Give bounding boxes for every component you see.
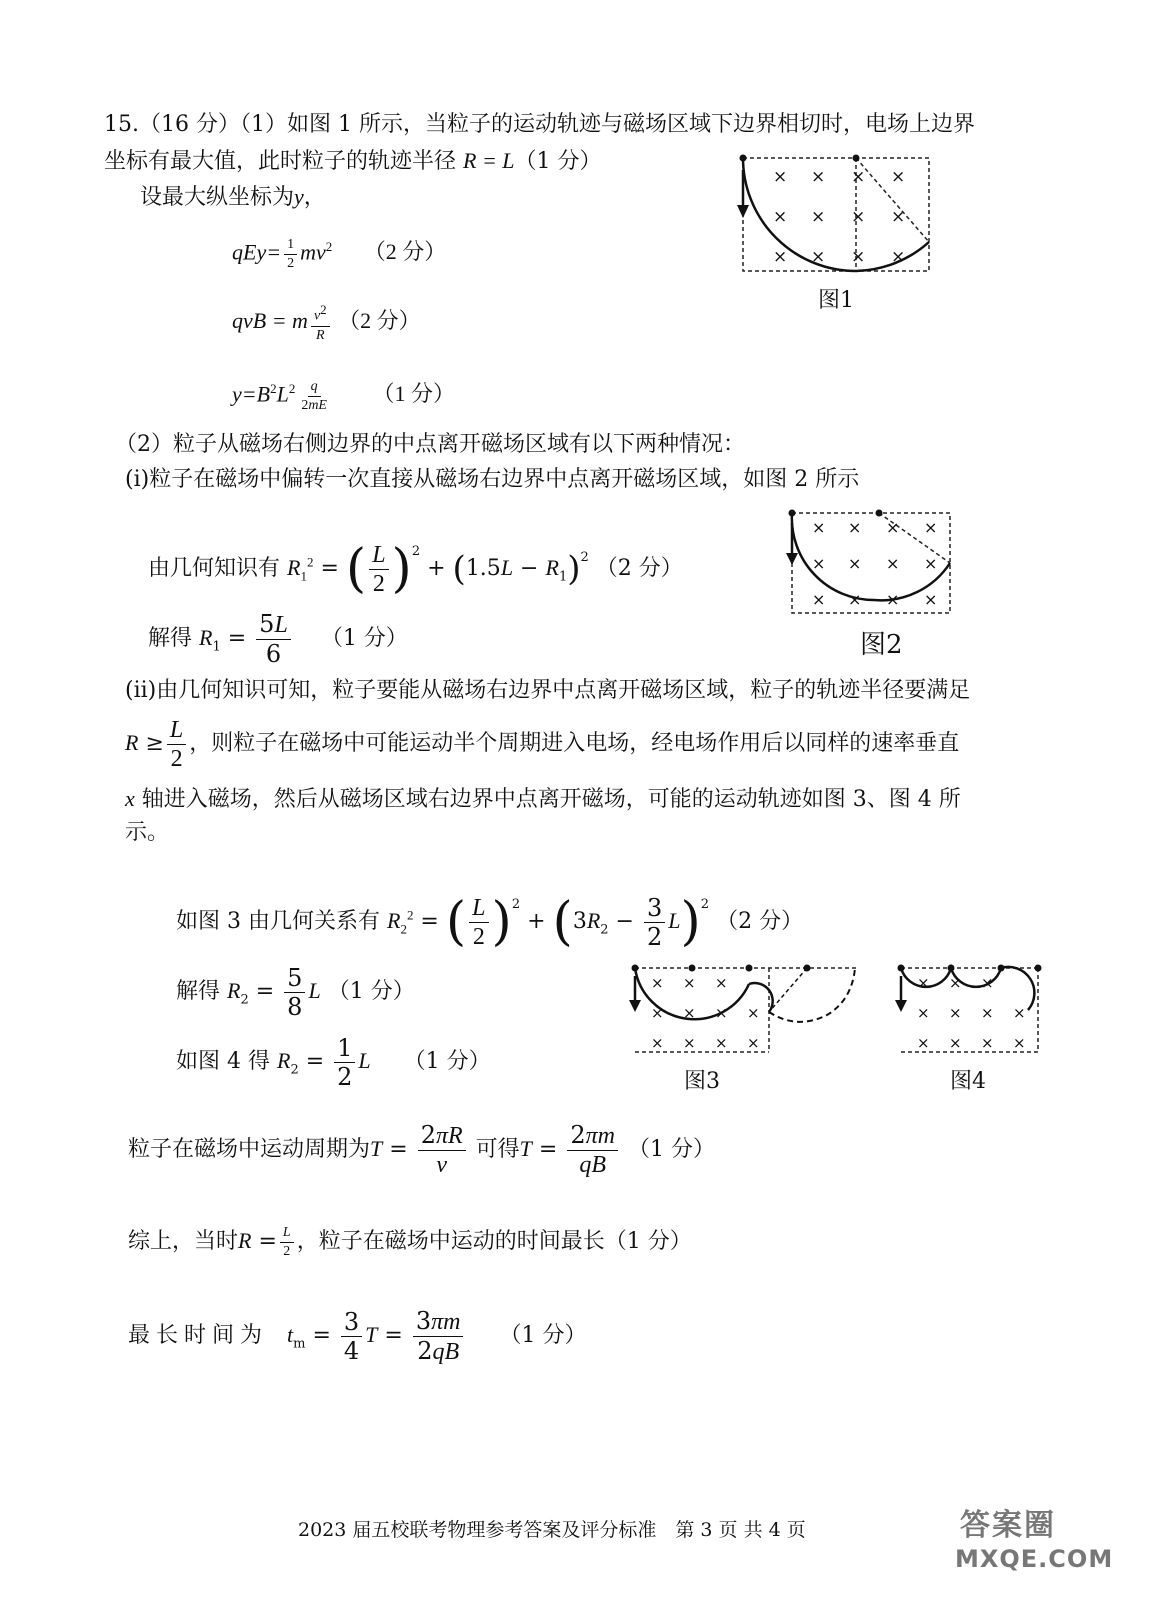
- section-2-intro: （2）粒子从磁场右侧边界的中点离开磁场区域有以下两种情况：: [115, 432, 745, 457]
- svg-text:×: ×: [891, 247, 906, 267]
- figure-4-diagram: [893, 960, 1043, 1060]
- question-header: 15.（16 分）（1）如图 1 所示，当粒子的运动轨迹与磁场区域下边界相切时，电场上边界: [104, 112, 975, 137]
- case-ii-text-2: R ≥ $\frac{L}{2}$ ，则粒子在磁场中可能运动半个周期进入电场，经电场作用后以同样的速率垂直: [125, 716, 960, 772]
- summary-line: 综上，当时R = $\frac{L}{2}$ ，粒子在磁场中运动的时间最长（1 分）: [128, 1224, 692, 1259]
- svg-text:×: ×: [773, 207, 788, 227]
- svg-text:×: ×: [949, 974, 962, 992]
- case-ii-text: (ii)由几何知识可知，粒子要能从磁场右边界中点离开磁场区域，粒子的轨迹半径要满足: [125, 678, 971, 703]
- svg-text:×: ×: [917, 1034, 930, 1052]
- svg-text:×: ×: [917, 974, 930, 992]
- svg-text:×: ×: [812, 554, 826, 573]
- equation-period: 粒子在磁场中运动周期为T = $\frac{2\pi R}{v}$ 可得T = $\frac{2\pi m}{qB}$ （1 分）: [128, 1121, 715, 1178]
- case-i-text: (i)粒子在磁场中偏转一次直接从磁场右边界中点离开磁场区域，如图 2 所示: [125, 467, 860, 492]
- svg-text:×: ×: [848, 518, 862, 537]
- figure-2-diagram: [784, 505, 959, 615]
- svg-text:×: ×: [683, 974, 696, 992]
- figure-1-caption: 图1: [818, 288, 854, 313]
- equation-lorentz: qvB = m $\frac{v^2}{R}$ （2 分）: [232, 302, 421, 343]
- text-line: 坐标有最大值，此时粒子的轨迹半径 R = L（1 分）: [104, 148, 602, 174]
- svg-text:×: ×: [949, 1004, 962, 1022]
- figure-1-diagram: [735, 150, 935, 275]
- svg-text:×: ×: [924, 518, 938, 537]
- svg-text:×: ×: [1013, 1004, 1026, 1022]
- case-ii-text-4: 示。: [125, 820, 170, 845]
- equation-max-time: 最长时间为 $t_m$ = $\frac{3}{4}$ T = $\frac{3\pi m}{2qB}$ （1 分）: [128, 1306, 587, 1365]
- svg-text:×: ×: [886, 554, 900, 573]
- figure-2-caption: 图2: [860, 630, 903, 660]
- equation-y-max: $y=B^2L^2$ $\frac{q}{2mE}$ （1 分）: [232, 378, 455, 413]
- page-footer: 2023 届五校联考物理参考答案及评分标准 第 3 页 共 4 页: [298, 1519, 806, 1541]
- svg-text:×: ×: [1013, 1034, 1026, 1052]
- figure-3-caption: 图3: [684, 1069, 720, 1094]
- svg-text:×: ×: [924, 554, 938, 573]
- equation-energy: qEy= $\frac{1}{2}$ $mv^2$ （2 分）: [232, 236, 447, 271]
- svg-text:×: ×: [651, 1034, 664, 1052]
- text-line: 设最大纵坐标为y，: [140, 184, 326, 210]
- svg-text:×: ×: [651, 1004, 664, 1022]
- case-ii-text-3: x 轴进入磁场，然后从磁场区域右边界中点离开磁场，可能的运动轨迹如图 3、图 4 所: [125, 786, 961, 812]
- svg-text:×: ×: [812, 518, 826, 537]
- svg-text:×: ×: [851, 247, 866, 267]
- svg-text:×: ×: [891, 167, 906, 187]
- svg-text:×: ×: [715, 1034, 728, 1052]
- svg-text:×: ×: [773, 247, 788, 267]
- equation-geometry-1: 由几何知识有 $R_1^2$ = ( $\frac{L}{2}$ )$^2 + (1.5L - R_1)^2$ （2 分）: [148, 539, 683, 599]
- equation-geometry-3: 如图 3 由几何关系有 $R_2^2$ = ( $\frac{L}{2}$ )$^2 + (3R_2$ − $\frac{3}{2}$ L)$^2$ （2 分）: [176, 892, 804, 952]
- watermark-url: MXQE.COM: [955, 1545, 1114, 1573]
- svg-text:×: ×: [848, 554, 862, 573]
- svg-text:×: ×: [886, 590, 900, 609]
- formula-R-eq-L: R = L: [463, 148, 515, 173]
- svg-text:×: ×: [715, 1004, 728, 1022]
- svg-text:×: ×: [683, 1034, 696, 1052]
- svg-text:×: ×: [811, 167, 826, 187]
- svg-text:×: ×: [715, 974, 728, 992]
- svg-text:×: ×: [683, 1004, 696, 1022]
- svg-text:×: ×: [812, 590, 826, 609]
- solution-R1: 解得 $R_1$ = $\frac{5L}{6}$ （1 分）: [148, 610, 408, 668]
- svg-text:×: ×: [917, 1004, 930, 1022]
- svg-text:×: ×: [886, 518, 900, 537]
- svg-text:×: ×: [811, 247, 826, 267]
- svg-text:×: ×: [924, 590, 938, 609]
- svg-text:×: ×: [851, 167, 866, 187]
- svg-text:×: ×: [747, 1034, 760, 1052]
- svg-text:×: ×: [891, 207, 906, 227]
- svg-text:×: ×: [949, 1034, 962, 1052]
- svg-text:×: ×: [747, 1004, 760, 1022]
- fig4-result: 如图 4 得 $R_2$ = $\frac{1}{2}$ L （1 分）: [176, 1033, 491, 1091]
- svg-text:×: ×: [773, 167, 788, 187]
- solution-R2: 解得 $R_2$ = $\frac{5}{8}$ L （1 分）: [176, 963, 415, 1021]
- figure-3-diagram: [627, 960, 862, 1060]
- svg-text:×: ×: [651, 974, 664, 992]
- svg-text:×: ×: [811, 207, 826, 227]
- svg-text:×: ×: [848, 590, 862, 609]
- svg-text:×: ×: [981, 974, 994, 992]
- svg-text:×: ×: [851, 207, 866, 227]
- svg-text:×: ×: [981, 1034, 994, 1052]
- watermark-logo: 答案圈: [960, 1508, 1056, 1543]
- figure-4-caption: 图4: [950, 1069, 986, 1094]
- svg-text:×: ×: [981, 1004, 994, 1022]
